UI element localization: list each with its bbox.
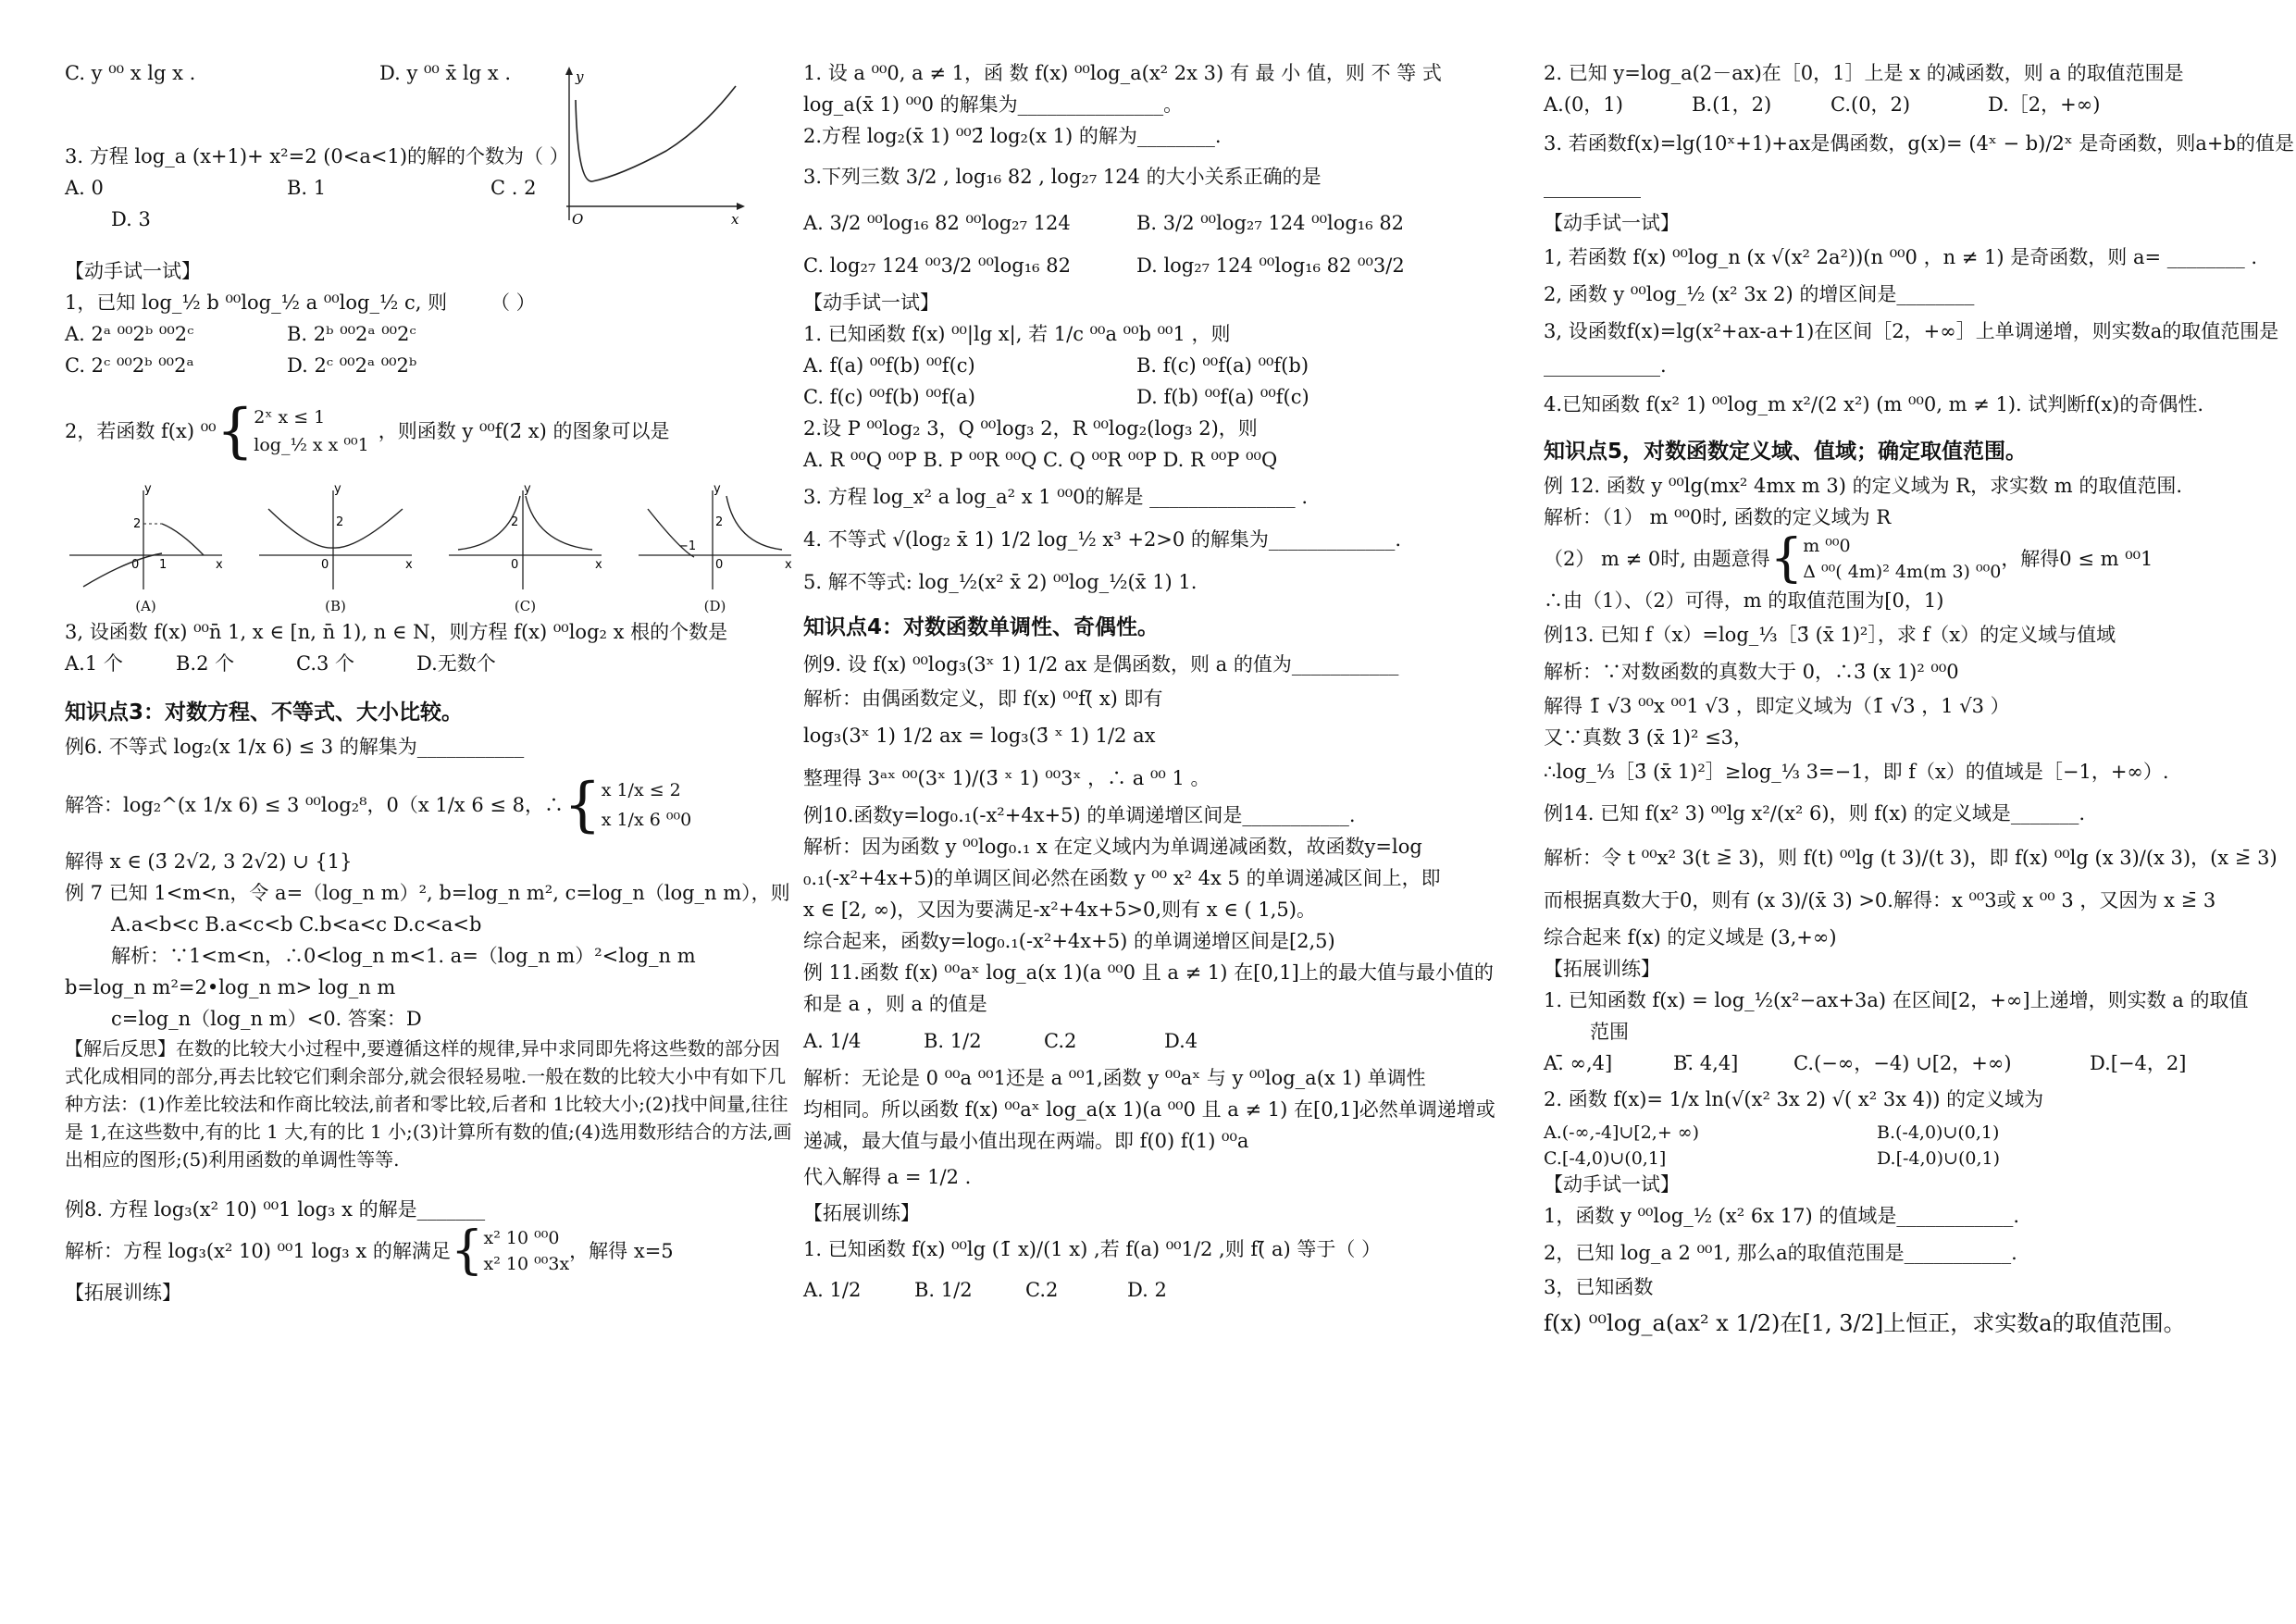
graph-caption-b: (B) xyxy=(325,598,346,614)
column-right xyxy=(1544,57,2294,1344)
option-d: D. 2ᶜ ⁰⁰2ᵃ ⁰⁰2ᵇ xyxy=(287,354,417,377)
svg-text:0: 0 xyxy=(321,558,329,572)
example-14-solution-2: 而根据真数大于0，则有 (x 3)/(x̄ 3) >0.解得：x ⁰⁰3或 x ⁰⁰ 3 ，又因为 x ≥̄ 3 xyxy=(1544,889,2216,911)
option-d: D.无数个 xyxy=(416,652,496,675)
example-13-solution-1: 解析：∵对数函数的真数大于 0，∴3̄ (x 1)² ⁰⁰0 xyxy=(1544,661,1959,683)
function-graph-icon xyxy=(555,63,750,229)
try-question-2: 2.设 P ⁰⁰log₂ 3，Q ⁰⁰log₃ 2，R ⁰⁰log₂(log₃ 2)，则 xyxy=(803,417,1258,440)
option-a: A.(0，1) xyxy=(1544,93,1623,116)
graph-option-b xyxy=(254,483,416,614)
example-9-solution-2: log₃(3ˣ 1) 1/2 ax = log₃(3̄ ˣ 1) 1/2 ax xyxy=(803,725,1156,747)
question-3-stem: 3. 方程 log_a (x+1)+ x²=2 (0<a<1)的解的个数为（ ） xyxy=(65,145,569,167)
example-11-solution-3: 递减，最大值与最小值出现在两端。即 f(0) f(1) ⁰⁰a xyxy=(803,1130,1249,1152)
example-14-solution-3: 综合起来 f(x) 的定义域是 (3,+∞) xyxy=(1544,926,1837,948)
try-question-3: 3. 方程 log_x² a log_a² x 1 ⁰⁰0的解是 _______________ . xyxy=(803,486,1309,508)
graph-c-icon xyxy=(444,483,606,594)
system-ex12 xyxy=(1803,533,2001,585)
system-line-1: m ⁰⁰0 xyxy=(1803,536,1851,556)
svg-text:x: x xyxy=(216,558,223,572)
knowledge-point-3-title: 知识点3：对数方程、不等式、大小比较。 xyxy=(65,700,464,725)
try-question-2: 2, 函数 y ⁰⁰log_½ (x² 3x 2) 的增区间是________ xyxy=(1544,283,1975,305)
question-1-cont: log_a(x̄ 1) ⁰⁰0 的解集为_______________。 xyxy=(803,93,1184,116)
option-b: B.2 个 xyxy=(176,652,235,675)
question-3-blank: __________ xyxy=(1544,176,1641,198)
example-13-solution-4: ∴log_⅓［3̄ (x̄ 1)²］≥log_⅓ 3=−1，即 f（x）的值域是［−1，+∞）. xyxy=(1544,761,2169,783)
graph-caption-d: (D) xyxy=(703,598,726,614)
graph-caption-c: (C) xyxy=(514,598,537,614)
example-11-solution-4: 代入解得 a = 1/2 . xyxy=(803,1166,972,1188)
example-11-solution-2: 均相同。所以函数 f(x) ⁰⁰aˣ log_a(x 1)(a ⁰⁰0 且 a ≠ 1) 在[0,1]必然单调递增或 xyxy=(803,1098,1496,1121)
try-question-5: 5. 解不等式: log_½(x² x̄ 2) ⁰⁰log_½(x̄ 1) 1. xyxy=(803,571,1198,593)
column-middle xyxy=(803,57,1520,1310)
example-12-solution-1: 解析：（1） m ⁰⁰0时, 函数的定义域为 R xyxy=(1544,506,1892,528)
y-axis-label: y xyxy=(576,68,584,85)
svg-text:x: x xyxy=(595,558,602,572)
option-c: C.(−∞，−4) ∪[2，+∞) xyxy=(1793,1052,2012,1074)
option-a: A.(-∞,-4]∪[2,+ ∞) xyxy=(1544,1122,1700,1143)
option-c: C. 2ᶜ ⁰⁰2ᵇ ⁰⁰2ᵃ xyxy=(65,354,194,377)
option-d: D. 3 xyxy=(111,208,151,230)
svg-text:x: x xyxy=(785,558,792,572)
option-b: B. 3/2 ⁰⁰log₂₇ 124 ⁰⁰log₁₆ 82 xyxy=(1136,212,1405,234)
try-question-3-function: f(x) ⁰⁰log_a(ax² x 1/2)在[1, 3/2]上恒正，求实数a的取值范围。 xyxy=(1544,1310,2186,1336)
try-question-2-options: A. R ⁰⁰Q ⁰⁰P B. P ⁰⁰R ⁰⁰Q C. Q ⁰⁰R ⁰⁰P D. R ⁰⁰P ⁰⁰Q xyxy=(803,449,1278,471)
training-question-2-options-ab xyxy=(1544,1120,2275,1146)
question-3-options-ab xyxy=(803,202,1520,244)
extension-training-title: 【拓展训练】 xyxy=(803,1202,920,1224)
try-question-3: 3，已知函数 xyxy=(1544,1276,1654,1298)
graph-b-icon xyxy=(254,483,416,594)
option-c: C.3 个 xyxy=(296,652,355,675)
svg-text:0: 0 xyxy=(715,558,724,572)
example-13-solution-2: 解得 1̄ √3 ⁰⁰x ⁰⁰1 √3 ，即定义域为（1̄ √3 ，1 √3 ） xyxy=(1544,695,2010,717)
extension-training-title: 【拓展训练】 xyxy=(1544,958,1660,980)
option-c: C.2 xyxy=(1025,1279,1059,1301)
try-question-3: 3, 设函数 f(x) ⁰⁰n̄ 1, x ∈ [n, n̄ 1), n ∈ N，则方程 f(x) ⁰⁰log₂ x 根的个数是 xyxy=(65,621,728,643)
try-question-3: 3, 设函数f(x)=lg(x²+ax-a+1)在区间［2，+∞］上单调递增，则实数a的取值范围是 xyxy=(1544,320,2279,342)
example-12-solution-2-text: （2） m ≠ 0时, 由题意得 xyxy=(1544,548,1770,570)
graph-caption-a: (A) xyxy=(135,598,156,614)
system-ex6 xyxy=(602,775,691,835)
question-2-options xyxy=(1544,89,2275,120)
option-b: B.(1，2) xyxy=(1692,93,1772,116)
option-d: D.4 xyxy=(1164,1030,1198,1052)
knowledge-point-4-title: 知识点4：对数函数单调性、奇偶性。 xyxy=(803,615,1160,639)
try-question-1: 1. 已知函数 f(x) ⁰⁰|lg x|, 若 1/c ⁰⁰a ⁰⁰b ⁰⁰1 ，则 xyxy=(803,323,1231,345)
option-d: D. f(b) ⁰⁰f(a) ⁰⁰f(c) xyxy=(1136,386,1309,408)
knowledge-point-5-title: 知识点5，对数函数定义域、值域；确定取值范围。 xyxy=(1544,440,2028,464)
svg-text:y: y xyxy=(714,483,721,496)
option-c: C. f(c) ⁰⁰f(b) ⁰⁰f(a) xyxy=(803,386,975,408)
option-c: C. y ⁰⁰ x lg x . xyxy=(65,62,196,84)
try-question-2: 2，已知 log_a 2 ⁰⁰1, 那么a的取值范围是___________. xyxy=(1544,1242,2017,1264)
svg-text:y: y xyxy=(144,483,152,496)
example-10: 例10.函数y=log₀.₁(-x²+4x+5) 的单调递增区间是___________. xyxy=(803,804,1356,826)
training-question-1: 1. 已知函数 f(x) ⁰⁰lg (1̄ x)/(1 x) ,若 f(a) ⁰⁰1/2 ,则 f(̄ a) 等于（ ） xyxy=(803,1238,1382,1260)
option-c: C.(0，2) xyxy=(1831,93,1911,116)
svg-text:y: y xyxy=(334,483,341,496)
try-question-1-options-ab xyxy=(803,350,1520,381)
example-9: 例9. 设 f(x) ⁰⁰log₃(3ˣ 1) 1/2 ax 是偶函数，则 a 的值为___________ xyxy=(803,653,1399,676)
system-line-2: Δ ⁰⁰( 4m)² 4m(m 3) ⁰⁰0 xyxy=(1803,562,2002,582)
try-question-1: 1, 若函数 f(x) ⁰⁰log_n (x √(x² 2a²))(n ⁰⁰0 ，n ≠ 1) 是奇函数，则 a= ________ . xyxy=(1544,246,2258,268)
option-d: D. y ⁰⁰ x̄ lg x . xyxy=(379,62,512,84)
option-b: B.̄ 4,4] xyxy=(1673,1052,1739,1074)
example-10-solution-3: x ∈ [2, ∞)，又因为要满足-x²+4x+5>0,则有 x ∈ ( 1,5)。 xyxy=(803,899,1316,921)
option-a: A.̄ ∞,4] xyxy=(1544,1052,1613,1074)
option-b: B.(-4,0)∪(0,1) xyxy=(1877,1122,2000,1143)
example-11-options xyxy=(803,1020,1520,1062)
case-2: log_½ x x ⁰⁰1 xyxy=(254,435,369,455)
try-question-2-tail: ，则函数 y ⁰⁰f(2̄ x) 的图象可以是 xyxy=(378,420,670,442)
example-11: 例 11.函数 f(x) ⁰⁰aˣ log_a(x 1)(a ⁰⁰0 且 a ≠ 1) 在[0,1]上的最大值与最小值的 xyxy=(803,961,1494,984)
graph-option-d xyxy=(634,483,796,614)
brace-icon: { xyxy=(450,1221,484,1281)
section-try-title: 【动手试一试】 xyxy=(1544,1173,1680,1196)
example-8-solution-text: 解析：方程 log₃(x² 10) ⁰⁰1 log₃ x 的解满足 xyxy=(65,1240,451,1262)
try-question-4: 4.已知函数 f(x² 1) ⁰⁰log_m x²/(2 x²) (m ⁰⁰0, m ≠ 1). 试判断f(x)的奇偶性. xyxy=(1544,393,2204,415)
example-8-solution xyxy=(65,1221,796,1281)
svg-text:y: y xyxy=(524,483,531,496)
example-13-solution-3: 又∵真数 3̄ (x̄ 1)² ≤3， xyxy=(1544,726,1754,749)
option-b: B. 1/2 xyxy=(914,1279,973,1301)
option-a: A.1 个 xyxy=(65,652,123,675)
extension-training-title: 【拓展训练】 xyxy=(65,1282,181,1304)
example-9-solution-1: 解析：由偶函数定义，即 f(x) ⁰⁰f(̄ x) 即有 xyxy=(803,688,1163,710)
training-question-1-options xyxy=(1544,1048,2275,1079)
example-13: 例13. 已知 f（x）=log_⅓［3̄ (x̄ 1)²］，求 f（x）的定义域与值域 xyxy=(1544,624,2116,646)
try-question-3-options xyxy=(65,648,796,679)
training-question-2-options-cd xyxy=(1544,1146,2275,1172)
option-a: A. 3/2 ⁰⁰log₁₆ 82 ⁰⁰log₂₇ 124 xyxy=(803,212,1071,234)
section-try-title: 【动手试一试】 xyxy=(803,291,939,314)
example-12-solution-4: ∴由（1）、（2）可得，m 的取值范围为[0，1) xyxy=(1544,589,1944,612)
svg-text:0: 0 xyxy=(131,558,140,572)
example-10-solution-1: 解析：因为函数 y ⁰⁰log₀.₁ x 在定义域内为单调递减函数，故函数y=log xyxy=(803,836,1422,858)
example-7-options: A.a<b<c B.a<c<b C.b<a<c D.c<a<b xyxy=(111,913,482,936)
try-question-2 xyxy=(65,397,796,465)
example-10-solution-2: ₀.₁(-x²+4x+5)的单调区间必然在函数 y ⁰⁰ x² 4x 5 的单调递减区间上，即 xyxy=(803,867,1441,889)
graph-a-icon xyxy=(65,483,227,594)
svg-text:1: 1 xyxy=(159,558,168,572)
system-line-2: x 1/x 6 ⁰⁰0 xyxy=(601,810,692,830)
try-question-3-blank: ____________. xyxy=(1544,354,1667,377)
svg-text:x: x xyxy=(405,558,413,572)
example-14-solution-1: 解析：令 t ⁰⁰x² 3(t ≥̄ 3)，则 f(t) ⁰⁰lg (t 3)/(t 3)，即 f(x) ⁰⁰lg (x 3)/(x 3)，(x ≥̄ 3) xyxy=(1544,847,2277,869)
option-c: C . 2 xyxy=(490,177,537,199)
option-a: A. 0 xyxy=(65,177,104,199)
piecewise-cases xyxy=(254,403,368,459)
system-ex8 xyxy=(484,1225,570,1277)
origin-label: O xyxy=(572,211,584,228)
try-question-1-stem: 1，已知 log_½ b ⁰⁰log_½ a ⁰⁰log_½ c, 则 xyxy=(65,291,448,314)
try-question-1: 1，函数 y ⁰⁰log_½ (x² 6x 17) 的值域是____________. xyxy=(1544,1205,2020,1227)
answer-paren: （ ） xyxy=(490,291,536,314)
try-question-4: 4. 不等式 √(log₂ x̄ 1) 1/2 log_½ x³ +2>0 的解集为_____________. xyxy=(803,528,1402,551)
question-2: 2. 已知 y=log_a(2－ax)在［0，1］上是 x 的减函数，则 a 的取值范围是 xyxy=(1544,62,2184,84)
case-1: 2ˣ x ≤ 1 xyxy=(254,407,326,428)
example-7-solution-1: 解析：∵1<m<n，∴0<log_n m<1. a=（log_n m）²<log_n m xyxy=(111,945,696,967)
graph-option-c xyxy=(444,483,606,614)
option-b: B. 2ᵇ ⁰⁰2ᵃ ⁰⁰2ᶜ xyxy=(287,323,416,345)
section-try-title: 【动手试一试】 xyxy=(1544,212,1680,234)
option-b: B. 1/2 xyxy=(924,1030,982,1052)
try-question-1-options-cd xyxy=(65,350,796,381)
svg-text:2: 2 xyxy=(715,515,724,529)
option-c: C.[-4,0)∪(0,1] xyxy=(1544,1148,1667,1169)
option-b: B. 1 xyxy=(287,177,327,199)
option-c: C.2 xyxy=(1044,1030,1077,1052)
svg-text:0: 0 xyxy=(511,558,519,572)
system-line-2: x² 10 ⁰⁰3x xyxy=(483,1254,570,1274)
svg-text:−1: −1 xyxy=(678,539,697,553)
section-try-title: 【动手试一试】 xyxy=(65,260,201,282)
graph-option-a xyxy=(65,483,227,614)
option-a: A. 1/4 xyxy=(803,1030,862,1052)
training-question-1-options xyxy=(803,1270,1520,1310)
column-left xyxy=(65,57,796,1308)
example-7-solution-2: b=log_n m²=2•log_n m> log_n m xyxy=(65,976,396,998)
brace-icon: { xyxy=(1769,528,1804,589)
example-12: 例 12. 函数 y ⁰⁰lg(mx² 4mx m 3) 的定义域为 R，求实数 m 的取值范围. xyxy=(1544,475,2183,497)
svg-text:2: 2 xyxy=(133,517,142,531)
option-a: A. f(a) ⁰⁰f(b) ⁰⁰f(c) xyxy=(803,354,975,377)
example-9-solution-3: 整理得 3ᵃˣ ⁰⁰(3ˣ 1)/(3̄ ˣ 1) ⁰⁰3ˣ ，∴ a ⁰⁰ 1 。 xyxy=(803,767,1210,789)
option-a: A. 1/2 xyxy=(803,1279,862,1301)
try-question-1 xyxy=(65,287,796,318)
try-question-1-options-cd xyxy=(803,381,1520,413)
question-3-options-cd xyxy=(803,244,1520,287)
example-11-solution-1: 解析：无论是 0 ⁰⁰a ⁰⁰1还是 a ⁰⁰1,函数 y ⁰⁰aˣ 与 y ⁰⁰log_a(x 1) 单调性 xyxy=(803,1067,1426,1089)
option-a: A. 2ᵃ ⁰⁰2ᵇ ⁰⁰2ᶜ xyxy=(65,323,194,345)
training-question-1: 1. 已知函数 f(x) = log_½(x²−ax+3a) 在区间[2，+∞]上递增，则实数 a 的取值 xyxy=(1544,989,2249,1011)
brace-icon: { xyxy=(216,397,254,465)
example-6-solution xyxy=(65,771,796,839)
try-question-2-lead: 2，若函数 f(x) ⁰⁰ xyxy=(65,420,217,442)
try-question-1-options-ab xyxy=(65,318,796,350)
system-line-1: x² 10 ⁰⁰0 xyxy=(483,1228,560,1248)
example-8-answer: ，解得 x=5 xyxy=(569,1240,674,1262)
example-6: 例6. 不等式 log₂(x 1/x 6) ≤ 3 的解集为___________ xyxy=(65,736,525,758)
x-axis-label: x xyxy=(731,211,739,228)
example-7: 例 7 已知 1<m<n，令 a=（log_n m）², b=log_n m², c=log_n（log_n m），则 xyxy=(65,882,790,904)
option-d: D. log₂₇ 124 ⁰⁰log₁₆ 82 ⁰⁰3/2 xyxy=(1136,254,1405,277)
graph-options-row xyxy=(65,483,796,614)
option-b: B. f(c) ⁰⁰f(a) ⁰⁰f(b) xyxy=(1136,354,1309,377)
example-6-solution-text: 解答：log₂^(x 1/x 6) ≤ 3 ⁰⁰log₂⁸，0（x 1/x 6 ≤ 8，∴ xyxy=(65,794,564,816)
option-d: D.[−4，2] xyxy=(2090,1052,2187,1074)
question-3: 3. 若函数f(x)=lg(10ˣ+1)+ax是偶函数，g(x)= (4ˣ − b)/2ˣ 是奇函数，则a+b的值是 xyxy=(1544,132,2294,155)
example-10-solution-4: 综合起来，函数y=log₀.₁(-x²+4x+5) 的单调递增区间是[2,5) xyxy=(803,930,1335,952)
training-question-2: 2. 函数 f(x)= 1/x ln(√(x² 3x 2) √( x² 3x 4)) 的定义域为 xyxy=(1544,1088,2044,1110)
question-3: 3.下列三数 3/2 , log₁₆ 82 , log₂₇ 124 的大小关系正确的是 xyxy=(803,166,1322,188)
option-d: D.［2，+∞) xyxy=(1988,93,2101,116)
question-2: 2.方程 log₂(x̄ 1) ⁰⁰2̄ log₂(x 1) 的解为________. xyxy=(803,125,1222,147)
example-6-answer: 解得 x ∈ (3̄ 2√2, 3 2√2) ∪ {1} xyxy=(65,850,353,873)
svg-text:2: 2 xyxy=(511,515,519,529)
example-12-solution-2 xyxy=(1544,528,2275,589)
example-7-solution-3: c=log_n（log_n m）<0. 答案：D xyxy=(111,1008,422,1030)
example-8: 例8. 方程 log₃(x² 10) ⁰⁰1 log₃ x 的解是_______ xyxy=(65,1198,486,1221)
question-1: 1. 设 a ⁰⁰0, a ≠ 1，函 数 f(x) ⁰⁰log_a(x² 2x 3) 有 最 小 值，则 不 等 式 xyxy=(803,62,1442,84)
system-line-1: x 1/x ≤ 2 xyxy=(601,780,681,800)
example-14: 例14. 已知 f(x² 3) ⁰⁰lg x²/(x² 6)，则 f(x) 的定义域是_______. xyxy=(1544,802,2086,824)
option-d: D.[-4,0)∪(0,1) xyxy=(1877,1148,2001,1169)
brace-icon: { xyxy=(564,771,602,839)
example-12-solution-3: ，解得0 ≤ m ⁰⁰1 xyxy=(2001,548,2153,570)
option-c: C. log₂₇ 124 ⁰⁰3/2 ⁰⁰log₁₆ 82 xyxy=(803,254,1071,277)
training-question-1-cont: 范围 xyxy=(1590,1021,1629,1043)
reflection-paragraph: 【解后反思】在数的比较大小过程中,要遵循这样的规律,异中求同即先将这些数的部分因式化成相同的部分,再去比较它们剩余部分,就会很轻易啦.一般在数的比较大小中有如下几种方法：(1)作差比较法和作商比较法,前者和零比较,后者和 1比较大小;(2)找中间量,往往是 1,在这些数中,有的比 1 大,有的比 1 小;(3)计算所有数的值;(4)选用数形结合的方法,画出相应的图形;(5)利用函数的单调性等等. xyxy=(65,1037,792,1171)
svg-text:2: 2 xyxy=(336,515,344,529)
option-d: D. 2 xyxy=(1127,1279,1167,1301)
example-11-cont: 和是 a ，则 a 的值是 xyxy=(803,993,987,1015)
graph-d-icon xyxy=(634,483,796,594)
